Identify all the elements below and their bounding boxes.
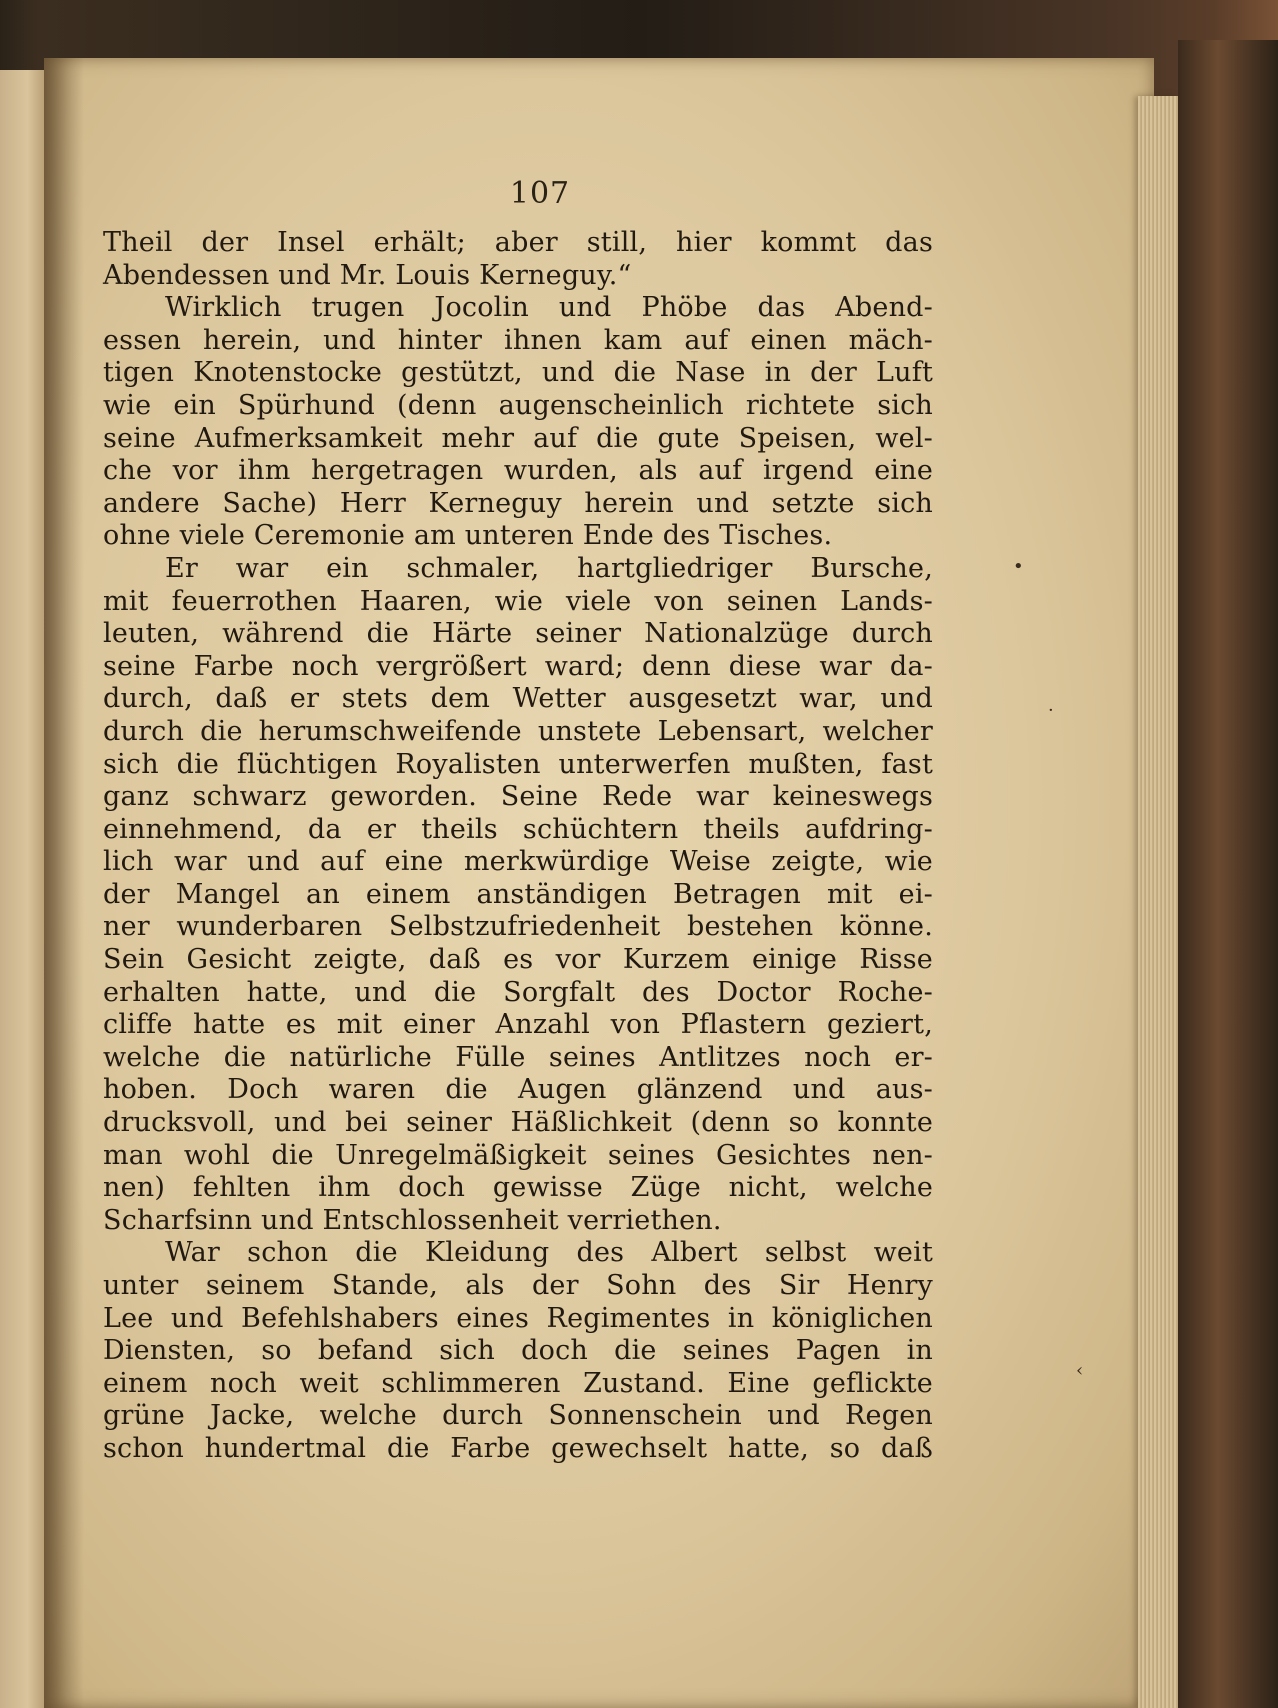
text-line: drucksvoll, und bei seiner Häßlichkeit (denn so konnte — [103, 1107, 933, 1139]
ink-speck: ‹ — [1076, 1360, 1084, 1381]
text-line: ohne viele Ceremonie am unteren Ende des Tisches. — [103, 520, 833, 552]
text-line: lich war und auf eine merkwürdige Weise zeigte, wie — [103, 846, 933, 878]
text-line: sich die flüchtigen Royalisten unterwerfen mußten, fast — [103, 748, 933, 780]
text-line: Abendessen und Mr. Louis Kerneguy.“ — [103, 259, 632, 291]
page-number: 107 — [509, 176, 571, 211]
text-line: seine Aufmerksamkeit mehr auf die gute Speisen, wel- — [103, 422, 933, 454]
text-line: che vor ihm hergetragen wurden, als auf irgend eine — [103, 455, 933, 487]
text-line: essen herein, und hinter ihnen kam auf einen mäch- — [103, 324, 933, 356]
text-line: ganz schwarz geworden. Seine Rede war keineswegs — [103, 781, 933, 813]
body-text — [103, 227, 933, 1466]
facing-page-edge — [0, 70, 46, 1708]
text-line: mit feuerrothen Haaren, wie viele von seinen Lands- — [103, 585, 933, 617]
text-line: durch, daß er stets dem Wetter ausgesetzt war, und — [103, 683, 933, 715]
text-line: grüne Jacke, welche durch Sonnenschein und Regen — [103, 1400, 933, 1432]
text-line: seine Farbe noch vergrößert ward; denn diese war da- — [103, 650, 933, 682]
text-line: nen) fehlten ihm doch gewisse Züge nicht, welche — [103, 1172, 933, 1204]
ink-speck: · — [1048, 700, 1054, 721]
text-line: hoben. Doch waren die Augen glänzend und aus- — [103, 1074, 933, 1106]
text-line: Lee und Befehlshabers eines Regimentes in königlichen — [103, 1302, 933, 1334]
text-line: erhalten hatte, und die Sorgfalt des Doctor Roche- — [103, 976, 933, 1008]
text-line: cliffe hatte es mit einer Anzahl von Pflastern geziert, — [103, 1009, 933, 1041]
text-line: wie ein Spürhund (denn augenscheinlich richtete sich — [103, 389, 933, 421]
text-line: man wohl die Unregelmäßigkeit seines Gesichtes nen- — [103, 1139, 933, 1171]
text-line: Sein Gesicht zeigte, daß es vor Kurzem einige Risse — [103, 944, 933, 976]
text-line: einnehmend, da er theils schüchtern theils aufdring- — [103, 813, 933, 845]
text-line: welche die natürliche Fülle seines Antlitzes noch er- — [103, 1041, 933, 1073]
text-line: ner wunderbaren Selbstzufriedenheit bestehen könne. — [103, 911, 933, 943]
text-line: Diensten, so befand sich doch die seines Pagen in — [103, 1335, 933, 1367]
text-line: Er war ein schmaler, hartgliedriger Bursche, — [165, 552, 933, 584]
ink-speck: • — [1013, 556, 1024, 577]
text-line: leuten, während die Härte seiner Nationalzüge durch — [103, 618, 933, 650]
text-line: der Mangel an einem anständigen Betragen mit ei- — [103, 878, 933, 910]
text-line: schon hundertmal die Farbe gewechselt hatte, so daß — [103, 1432, 933, 1464]
binding-board — [1178, 40, 1278, 1708]
text-line: Theil der Insel erhält; aber still, hier kommt das — [103, 227, 933, 258]
text-line: einem noch weit schlimmeren Zustand. Eine geflickte — [103, 1367, 933, 1399]
text-line: tigen Knotenstocke gestützt, und die Nase in der Luft — [103, 357, 933, 389]
text-line: War schon die Kleidung des Albert selbst weit — [165, 1237, 933, 1269]
text-line: unter seinem Stande, als der Sohn des Sir Henry — [103, 1270, 933, 1301]
text-line: Scharfsinn und Entschlossenheit verriethen. — [103, 1204, 722, 1236]
text-line: durch die herumschweifende unstete Lebensart, welcher — [103, 715, 933, 747]
page-edges — [1138, 96, 1178, 1708]
text-line: andere Sache) Herr Kerneguy herein und setzte sich — [103, 487, 933, 519]
text-line: Wirklich trugen Jocolin und Phöbe das Abend- — [165, 292, 933, 324]
page-gutter-shadow — [44, 58, 84, 1708]
